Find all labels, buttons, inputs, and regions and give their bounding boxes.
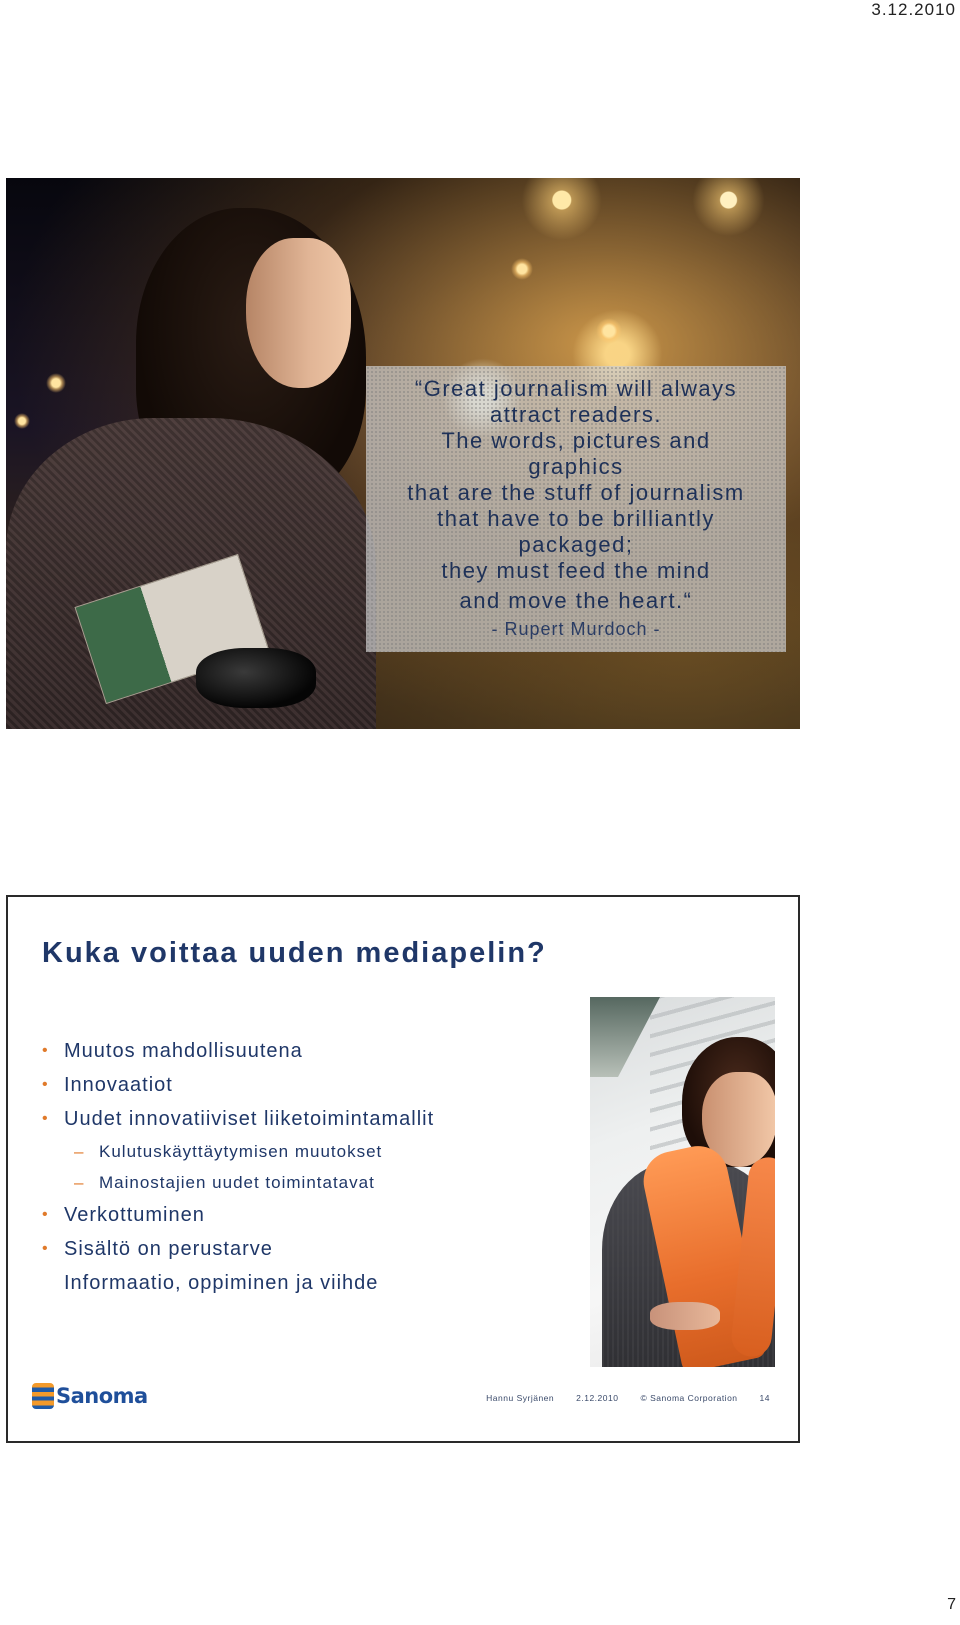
- quote-line: attract readers.: [490, 402, 662, 427]
- mediapeli-slide: [6, 895, 800, 1443]
- sanoma-logo-text: Sanoma: [56, 1384, 148, 1408]
- list-item-text: Innovaatiot: [64, 1074, 173, 1096]
- street-light: [46, 373, 66, 393]
- quote-line: that are the stuff of journalism: [407, 480, 745, 505]
- woman-with-phone-photo: [590, 997, 775, 1367]
- quote-line: and move the heart.“: [459, 588, 693, 613]
- list-item: [42, 1266, 434, 1300]
- hands-with-phone: [650, 1302, 720, 1330]
- bullet-marker: •: [42, 1076, 49, 1093]
- quote-line: graphics: [528, 454, 624, 479]
- glove: [196, 648, 316, 708]
- quote-author: - Rupert Murdoch -: [491, 619, 661, 639]
- list-item: [42, 1034, 434, 1068]
- street-light: [14, 413, 30, 429]
- bullet-marker: •: [42, 1206, 49, 1223]
- quote-line: that have to be brilliantly: [437, 506, 715, 531]
- quote-line: The words, pictures and: [441, 428, 711, 453]
- footer-copyright: © Sanoma Corporation: [640, 1393, 738, 1403]
- slide-footer: [486, 1393, 770, 1403]
- sanoma-logo-icon: [32, 1383, 54, 1409]
- woman-face: [246, 238, 351, 388]
- footer-date: 2.12.2010: [576, 1393, 619, 1403]
- slide-title: Kuka voittaa uuden mediapelin?: [42, 937, 547, 969]
- quote-line: “Great journalism will always: [414, 376, 738, 401]
- footer-author: Hannu Syrjänen: [486, 1393, 555, 1403]
- street-light: [511, 258, 533, 280]
- footer-slide-number: 14: [759, 1393, 770, 1403]
- sub-list-item: [42, 1167, 434, 1198]
- list-item: [42, 1102, 434, 1136]
- quote-line: packaged;: [518, 532, 634, 557]
- list-item-text: Informaatio, oppiminen ja viihde: [64, 1272, 379, 1294]
- list-item-text: Mainostajien uudet toimintatavat: [99, 1173, 375, 1192]
- sanoma-logo: [32, 1381, 148, 1411]
- list-item: [42, 1198, 434, 1232]
- list-item: [42, 1068, 434, 1102]
- bullet-marker: •: [42, 1110, 49, 1127]
- page-date: 3.12.2010: [871, 0, 956, 19]
- page-number: 7: [947, 1596, 956, 1613]
- quote-box: [366, 366, 786, 652]
- list-item-text: Verkottuminen: [64, 1204, 205, 1226]
- dash-marker: –: [74, 1142, 85, 1161]
- list-item: [42, 1232, 434, 1266]
- list-item-text: Kulutuskäyttäytymisen muutokset: [99, 1142, 383, 1161]
- bullet-marker: •: [42, 1042, 49, 1059]
- quote-line: they must feed the mind: [441, 558, 711, 583]
- list-item-text: Uudet innovatiiviset liiketoimintamallit: [64, 1108, 435, 1130]
- list-item-text: Sisältö on perustarve: [64, 1238, 273, 1260]
- bullet-list: [42, 1034, 434, 1300]
- list-item-text: Muutos mahdollisuutena: [64, 1040, 303, 1062]
- quote-slide: [6, 178, 800, 729]
- sub-list-item: [42, 1136, 434, 1167]
- bullet-marker: •: [42, 1240, 49, 1257]
- dash-marker: –: [74, 1173, 85, 1192]
- street-light: [596, 318, 622, 344]
